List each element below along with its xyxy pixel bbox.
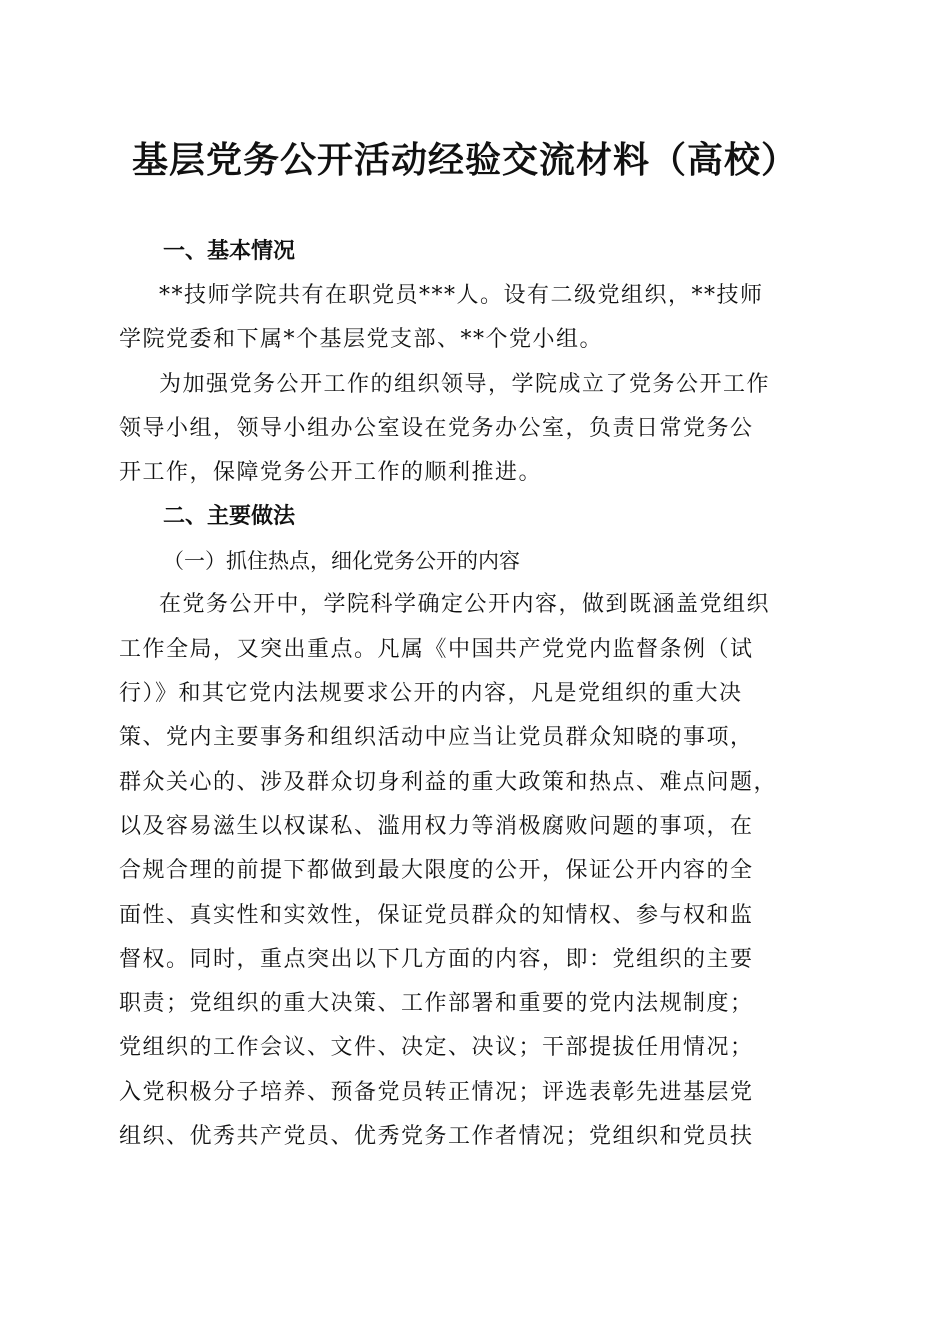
subsection-heading: （一）抓住热点，细化党务公开的内容 (163, 549, 520, 574)
paragraph (119, 583, 831, 1159)
text-line: 以及容易滋生以权谋私、滥用权力等消极腐败问题的事项，在 (119, 813, 754, 839)
text-line: 面性、真实性和实效性，保证党员群众的知情权、参与权和监 (119, 902, 754, 928)
paragraph (119, 274, 831, 363)
text-line: 职责；党组织的重大决策、工作部署和重要的党内法规制度； (119, 991, 754, 1017)
text-line: 工作全局，又突出重点。凡属《中国共产党党内监督条例（试 (119, 636, 754, 662)
text-line: 策、党内主要事务和组织活动中应当让党员群众知晓的事项， (119, 725, 754, 751)
text-line: 领导小组，领导小组办公室设在党务办公室，负责日常党务公 (119, 415, 754, 441)
text-line: 在党务公开中，学院科学确定公开内容，做到既涵盖党组织 (159, 592, 771, 618)
text-line: 学院党委和下属*个基层党支部、**个党小组。 (119, 327, 604, 353)
text-line: 为加强党务公开工作的组织领导，学院成立了党务公开工作 (159, 371, 771, 397)
text-line: **技师学院共有在职党员***人。设有二级党组织，**技师 (159, 283, 764, 308)
document-title: 基层党务公开活动经验交流材料（高校） (131, 139, 798, 181)
text-line: 组织、优秀共产党员、优秀党务工作者情况；党组织和党员扶 (119, 1124, 754, 1150)
section-heading-basic-info: 一、基本情况 (163, 239, 296, 264)
text-line: 督权。同时，重点突出以下几方面的内容，即：党组织的主要 (119, 946, 754, 972)
text-line: 入党积极分子培养、预备党员转正情况；评选表彰先进基层党 (119, 1079, 754, 1105)
text-line: 开工作，保障党务公开工作的顺利推进。 (119, 460, 543, 486)
document-body (119, 230, 831, 1159)
section-heading-main-practices: 二、主要做法 (163, 504, 296, 530)
paragraph (119, 363, 831, 496)
text-line: 行）》和其它党内法规要求公开的内容，凡是党组织的重大决 (119, 681, 743, 707)
text-line: 合规合理的前提下都做到最大限度的公开，保证公开内容的全 (119, 858, 754, 884)
text-line: 党组织的工作会议、文件、决定、决议；干部提拔任用情况； (119, 1035, 754, 1061)
text-line: 群众关心的、涉及群众切身利益的重大政策和热点、难点问题， (119, 769, 778, 795)
